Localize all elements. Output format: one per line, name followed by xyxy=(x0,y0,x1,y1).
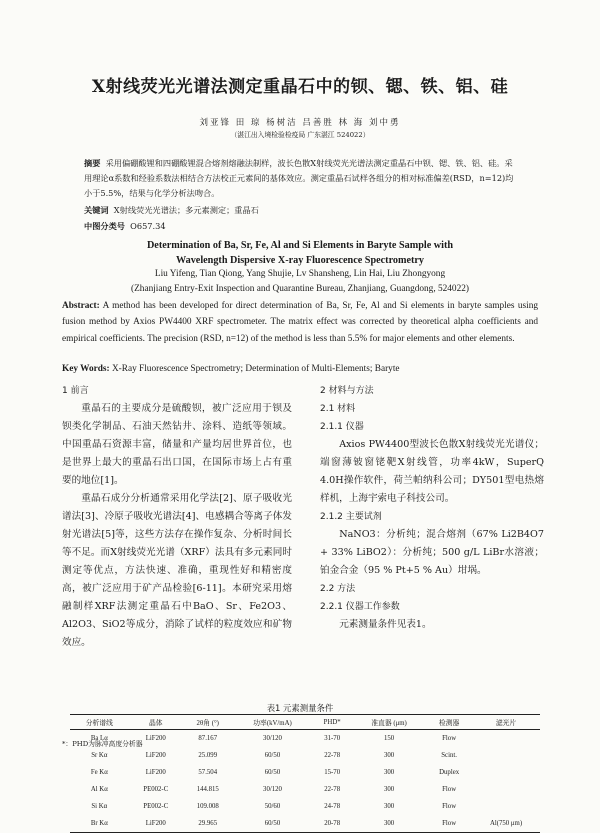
table-cell xyxy=(472,730,540,748)
table-header-cell: PHD* xyxy=(312,715,351,730)
table-cell: Si Kα xyxy=(91,803,108,810)
section-heading-materials: 2 材料与方法 xyxy=(320,386,374,396)
parameters-text: 元素测量条件见表1。 xyxy=(339,619,432,630)
table-cell: 15-70 xyxy=(324,769,341,776)
intro-paragraph-1: 重晶石的主要成分是硫酸钡，被广泛应用于钡及钡类化学制品、石油天然钻井、涂料、造纸等领域。中国重晶石资源丰富，储量和产量均居世界首位，也是世界上最大的重晶石出口国，在国际市场上占有重要的地位[1]。 xyxy=(62,403,292,486)
subsection-reagents: 2.1.2 主要试剂 xyxy=(320,512,382,522)
table-row xyxy=(70,764,540,781)
table-cell: 300 xyxy=(383,803,395,810)
table-footnote: *：PHD为脉冲高度分析器 xyxy=(62,740,143,748)
table-cell: 300 xyxy=(383,786,395,793)
table-cell: Flow xyxy=(442,735,457,742)
table-cell: 22-78 xyxy=(324,752,341,759)
en-abstract-text: A method has been developed for direct determination of Ba, Sr, Fe, Al and Si elements in baryte samples using fusion method by Axios PW4400 XRF spectrometer. The matrix effect was corrected by theoretical alpha coefficients and empirical coefficients. The precision (RSD, n=12) of the method is less than 5.5% for major elements and other elements. xyxy=(62,301,539,344)
english-title xyxy=(0,238,600,268)
table-header-cell: 分析谱线 xyxy=(70,715,129,730)
table-cell: 20-78 xyxy=(312,815,351,833)
left-column xyxy=(62,382,292,652)
table-cell: Ba Lα xyxy=(90,735,108,742)
table-cell: 22-78 xyxy=(324,786,341,793)
table-cell: LiF200 xyxy=(129,815,183,833)
classification-text: O657.34 xyxy=(130,221,166,231)
subsection-parameters: 2.2.1 仪器工作参数 xyxy=(320,602,400,612)
en-keywords-text: X-Ray Fluorescence Spectrometry; Determination of Multi-Elements; Baryte xyxy=(111,364,400,374)
table-header-row xyxy=(70,715,540,730)
table-cell: LiF200 xyxy=(145,769,166,776)
right-column xyxy=(320,382,544,634)
table-cell xyxy=(472,798,540,815)
table-cell: PE002-C xyxy=(143,803,169,810)
measurement-conditions-table xyxy=(70,714,540,833)
table-cell: LiF200 xyxy=(145,735,166,742)
table-cell: Br Kα xyxy=(70,815,129,833)
reagents-text: NaNO3：分析纯；混合熔剂（67% Li2B4O7 + 33% LiBO2）：分析纯；500 g/L LiBr水溶液；铂金合金（95 % Pt+5 % Au）坩埚。 xyxy=(320,529,544,576)
subsection-materials: 2.1 材料 xyxy=(320,404,356,414)
table-cell: Flow xyxy=(442,786,457,793)
table-cell: 300 xyxy=(352,815,426,833)
table-cell: 24-78 xyxy=(324,803,341,810)
classification xyxy=(84,221,166,232)
instruments-text: Axios PW4400型波长色散X射线荧光光谱仪；端窗薄铍窗铑靶X射线管，功率4kW，SuperQ 4.0H操作软件，荷兰帕纳科公司；DY501型电热熔样机，上海宇索电子科技公司。 xyxy=(320,439,544,504)
cn-keywords-label: 关键词 xyxy=(84,205,109,215)
english-keywords xyxy=(62,364,538,374)
table-cell xyxy=(472,747,540,764)
table-cell: 31-70 xyxy=(324,735,341,742)
cn-abstract-label: 摘要 xyxy=(84,158,101,168)
table-row xyxy=(70,815,540,833)
english-abstract xyxy=(62,298,538,347)
table-header-cell: 晶体 xyxy=(129,715,183,730)
table-cell: 87.167 xyxy=(198,735,218,742)
table-header-cell: 检测器 xyxy=(426,715,472,730)
table-cell: Flow xyxy=(442,803,457,810)
table-cell: 109.008 xyxy=(196,803,219,810)
table-cell: 60/50 xyxy=(264,752,281,759)
cn-keywords-text: X射线荧光光谱法；多元素测定；重晶石 xyxy=(113,205,259,215)
table-cell: LiF200 xyxy=(145,752,166,759)
table-cell: 300 xyxy=(383,769,395,776)
table-row xyxy=(70,798,540,815)
table-header-cell: 准直器 (μm) xyxy=(352,715,426,730)
table-cell: Scint. xyxy=(441,752,457,759)
table-row xyxy=(70,781,540,798)
affiliation: （湛江出入境检验检疫局 广东湛江 524022） xyxy=(230,131,370,139)
table-cell: 30/120 xyxy=(263,786,282,793)
table-cell xyxy=(472,781,540,798)
table-header-cell: 2θ角 (°) xyxy=(183,715,233,730)
table-cell: 50/60 xyxy=(264,803,281,810)
chinese-abstract xyxy=(84,156,520,201)
table-header-cell: 滤光片 xyxy=(472,715,540,730)
english-affiliation: (Zhanjiang Entry-Exit Inspection and Quarantine Bureau, Zhanjiang, Guangdong, 524022) xyxy=(131,284,469,294)
section-heading-intro: 1 前言 xyxy=(62,386,89,396)
table-cell: 60/50 xyxy=(233,815,313,833)
table-cell: Duplex xyxy=(439,769,460,776)
english-title-line1: Determination of Ba, Sr, Fe, Al and Si Elements in Baryte Sample with xyxy=(146,240,454,251)
table-cell: Al(750 μm) xyxy=(472,815,540,833)
intro-paragraph-2: 重晶石成分分析通常采用化学法[2]、原子吸收光谱法[3]、冷原子吸收光谱法[4]、电感耦合等离子体发射光谱法[5]等，这些方法存在操作复杂、分析时间长等不足。而X射线荧光光谱（XRF）法具有多元素同时测定等优点，方法快速、准确，重现性好和精密度高，被广泛应用于矿产品检验[6-11]。本研究采用熔融制样XRF法测定重晶石中BaO、Sr、Fe2O3、Al2O3、SiO2等成分，消除了试样的粒度效应和矿物效应。 xyxy=(62,493,292,648)
classification-label: 中图分类号 xyxy=(84,221,125,231)
table-cell: PE002-C xyxy=(143,786,169,793)
table-cell: 57.504 xyxy=(198,769,218,776)
cn-abstract-text: 采用偏硼酸锂和四硼酸锂混合熔剂熔融法制样，波长色散X射线荧光光谱法测定重晶石中钡、锶、铁、铝、硅。采用理论α系数和经验系数法相结合方法校正元素间的基体效应。测定重晶石试样各组分的相对标准偏差(RSD，n=12)均小于5.5%，结果与化学分析法吻合。 xyxy=(84,158,514,198)
table-cell: Flow xyxy=(426,815,472,833)
table-cell: 300 xyxy=(383,752,395,759)
table-cell xyxy=(472,764,540,781)
table-cell: 144.815 xyxy=(196,786,219,793)
table-cell: 29.965 xyxy=(183,815,233,833)
paper-title: X射线荧光光谱法测定重晶石中的钡、锶、铁、铝、硅 xyxy=(91,77,509,97)
subsection-instruments: 2.1.1 仪器 xyxy=(320,422,364,432)
table-cell: 150 xyxy=(383,735,395,742)
table-row xyxy=(70,747,540,764)
english-title-line2: Wavelength Dispersive X-ray Fluorescence Spectrometry xyxy=(175,255,425,266)
subsection-method: 2.2 方法 xyxy=(320,584,356,594)
table-cell: 30/120 xyxy=(263,735,282,742)
table-cell: Fe Kα xyxy=(90,769,108,776)
table-cell: Sr Kα xyxy=(91,752,108,759)
authors: 刘亚锋 田 琼 杨树洁 吕善胜 林 海 刘中勇 xyxy=(199,118,401,128)
chinese-keywords xyxy=(84,205,259,216)
table-cell: 25.099 xyxy=(198,752,218,759)
en-abstract-label: Abstract: xyxy=(62,301,100,311)
table-header-cell: 功率(kV/mA) xyxy=(233,715,313,730)
en-keywords-label: Key Words: xyxy=(62,364,110,374)
table-cell: Al Kα xyxy=(90,786,108,793)
english-authors: Liu Yifeng, Tian Qiong, Yang Shujie, Lv Shansheng, Lin Hai, Liu Zhongyong xyxy=(154,269,446,279)
table-cell: 60/50 xyxy=(264,769,281,776)
table-caption: 表1 元素测量条件 xyxy=(266,703,334,713)
